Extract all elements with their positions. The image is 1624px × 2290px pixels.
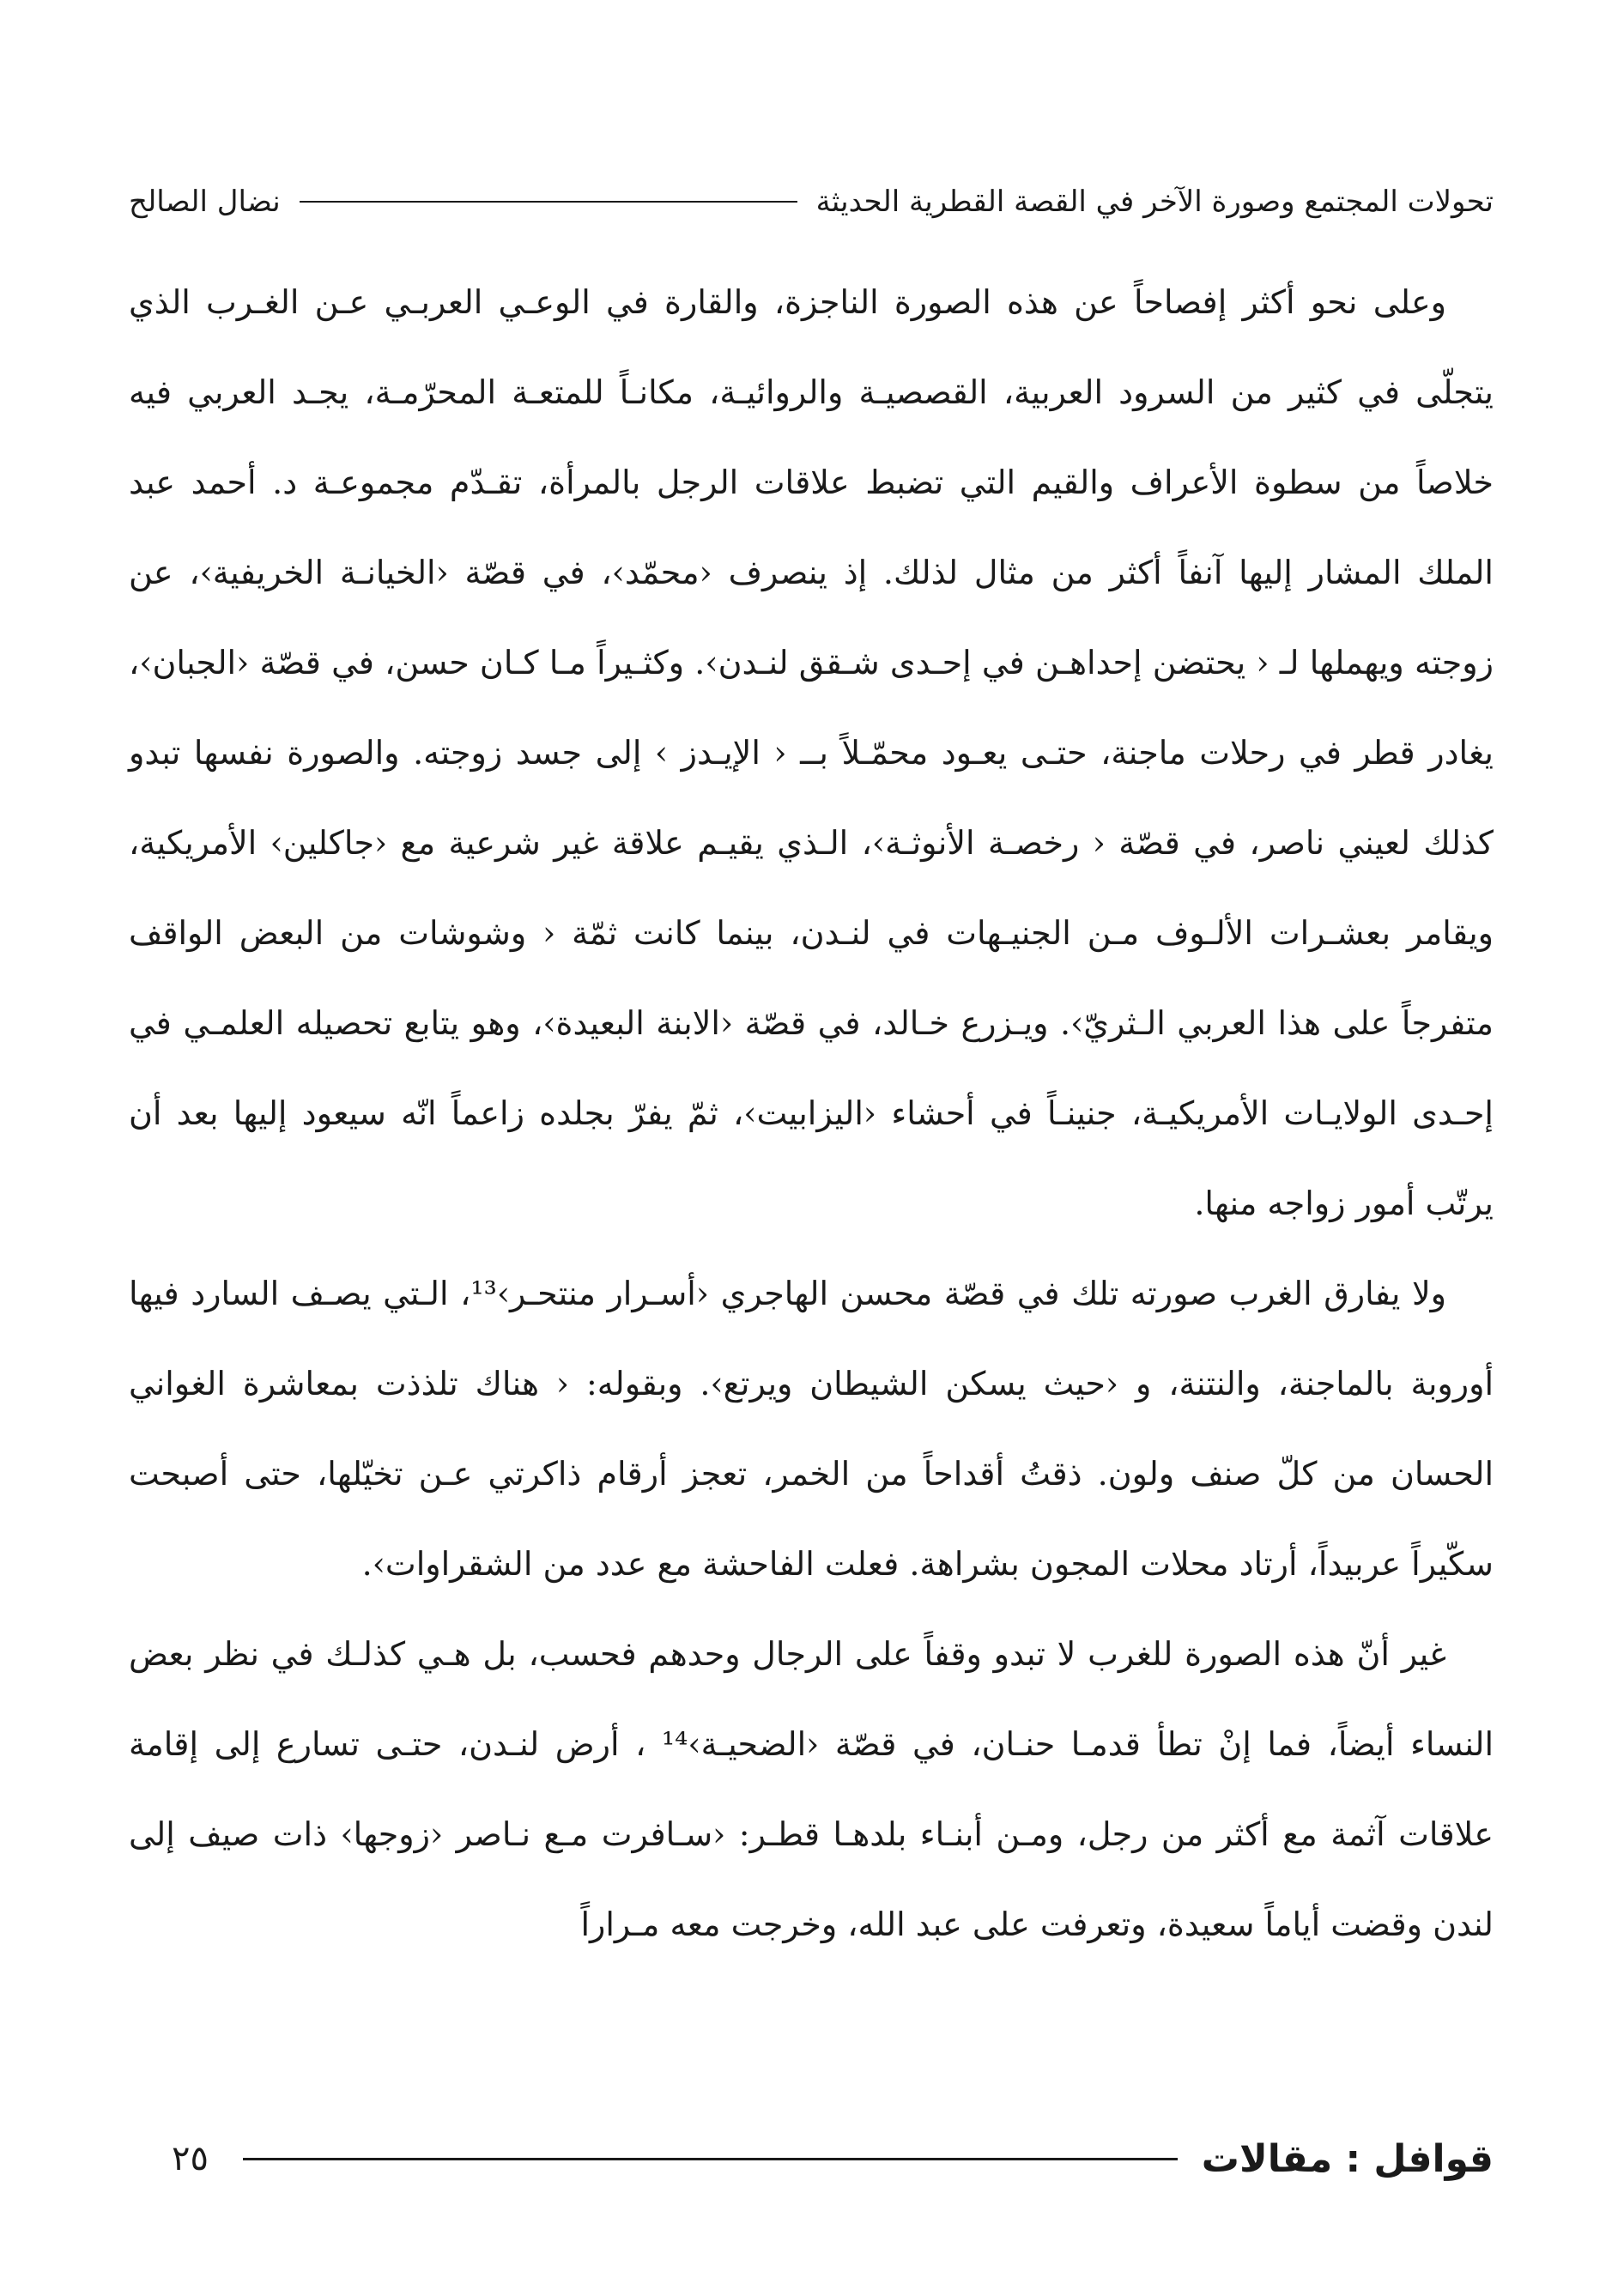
footer-journal: قوافل : مقالات [1201,2136,1494,2181]
footer-rule [243,2158,1178,2160]
body-text [129,257,1494,1970]
paragraph-3: غير أنّ هذه الصورة للغرب لا تبدو وقفاً على الرجال وحدهم فحسب، بل هـي كذلـك في نظر بعض النساء أيضاً، فما إنْ تطأ قدمـا حنـان، في قصّة ‹الضحيـة›¹⁴ ، أرض لنـدن، حتـى تسارع إلى إقامة علاقات آثمة مع أكثر من رجل، ومـن أبنـاء بلدهـا قطـر: ‹سـافرت مـع نـاصر ‹زوجها› ذات صيف إلى لندن وقضت أياماً سعيدة، وتعرفت على عبد الله، وخرجت معه مـراراً [129,1635,1494,1943]
header-title: تحولات المجتمع وصورة الآخر في القصة القطرية الحديثة [815,185,1494,219]
page-footer [129,2129,1494,2189]
paragraph-2: ولا يفارق الغرب صورته تلك في قصّة محسن الهاجري ‹أسـرار منتحـر›¹³، الـتي يصـف السارد فيها أوروبة بالماجنة، والنتنة، و ‹حيث يسكن الشيطان ويرتع›. وبقوله: ‹ هناك تلذذت بمعاشرة الغواني الحسان من كلّ صنف ولون. ذقتُ أقداحاً من الخمر، تعجز أرقام ذاكرتي عـن تخيّلها، حتى أصبحت سكّيراً عربيداً، أرتاد محلات المجون بشراهة. فعلت الفاحشة مع عدد من الشقراوات›. [129,1275,1494,1583]
header-rule [300,201,797,203]
page-number: ٢٥ [172,2139,209,2178]
running-header [129,176,1494,227]
header-author: نضال الصالح [129,185,281,219]
paragraph-1: وعلى نحو أكثر إفصاحاً عن هذه الصورة الناجزة، والقارة في الوعـي العربـي عـن الغـرب الذي يتجلّى في كثير من السرود العربية، القصصيـة والروائيـة، مكانـاً للمتعـة المحرّمـة، يجـد العربي فيه خلاصاً من سطوة الأعراف والقيم التي تضبط علاقات الرجل بالمرأة، تقـدّم مجموعـة د. أحمد عبد الملك المشار إليها آنفاً أكثر من مثال لذلك. إذ ينصرف ‹محمّد›، في قصّة ‹الخيانـة الخريفية›، عن زوجته ويهملها لـ ‹ يحتضن إحداهـن في إحـدى شـقق لنـدن›. وكثـيراً مـا كـان حسن، في قصّة ‹الجبان›، يغادر قطر في رحلات ماجنة، حتـى يعـود محمّـلاً بــ ‹ الإيـدز › إلى جسد زوجته. والصورة نفسها تبدو كذلك لعيني ناصر، في قصّة ‹ رخصـة الأنوثـة›، الـذي يقيـم علاقة غير شرعية مع ‹جاكلين› الأمريكية، ويقامر بعشـرات الألـوف مـن الجنيـهات في لنـدن، بينما كانت ثمّة ‹ وشوشات من البعض الواقف متفرجاً على هذا العربي الـثريّ›. ويـزرع خـالد، في قصّة ‹الابنة البعيدة›، وهو يتابع تحصيله العلمـي في إحـدى الولايـات الأمريكيـة، جنينـاً في أحشاء ‹اليزابيت›، ثمّ يفرّ بجلده زاعماً انّه سيعود إليها بعد أن يرتّب أمور زواجه منها. [129,283,1494,1222]
